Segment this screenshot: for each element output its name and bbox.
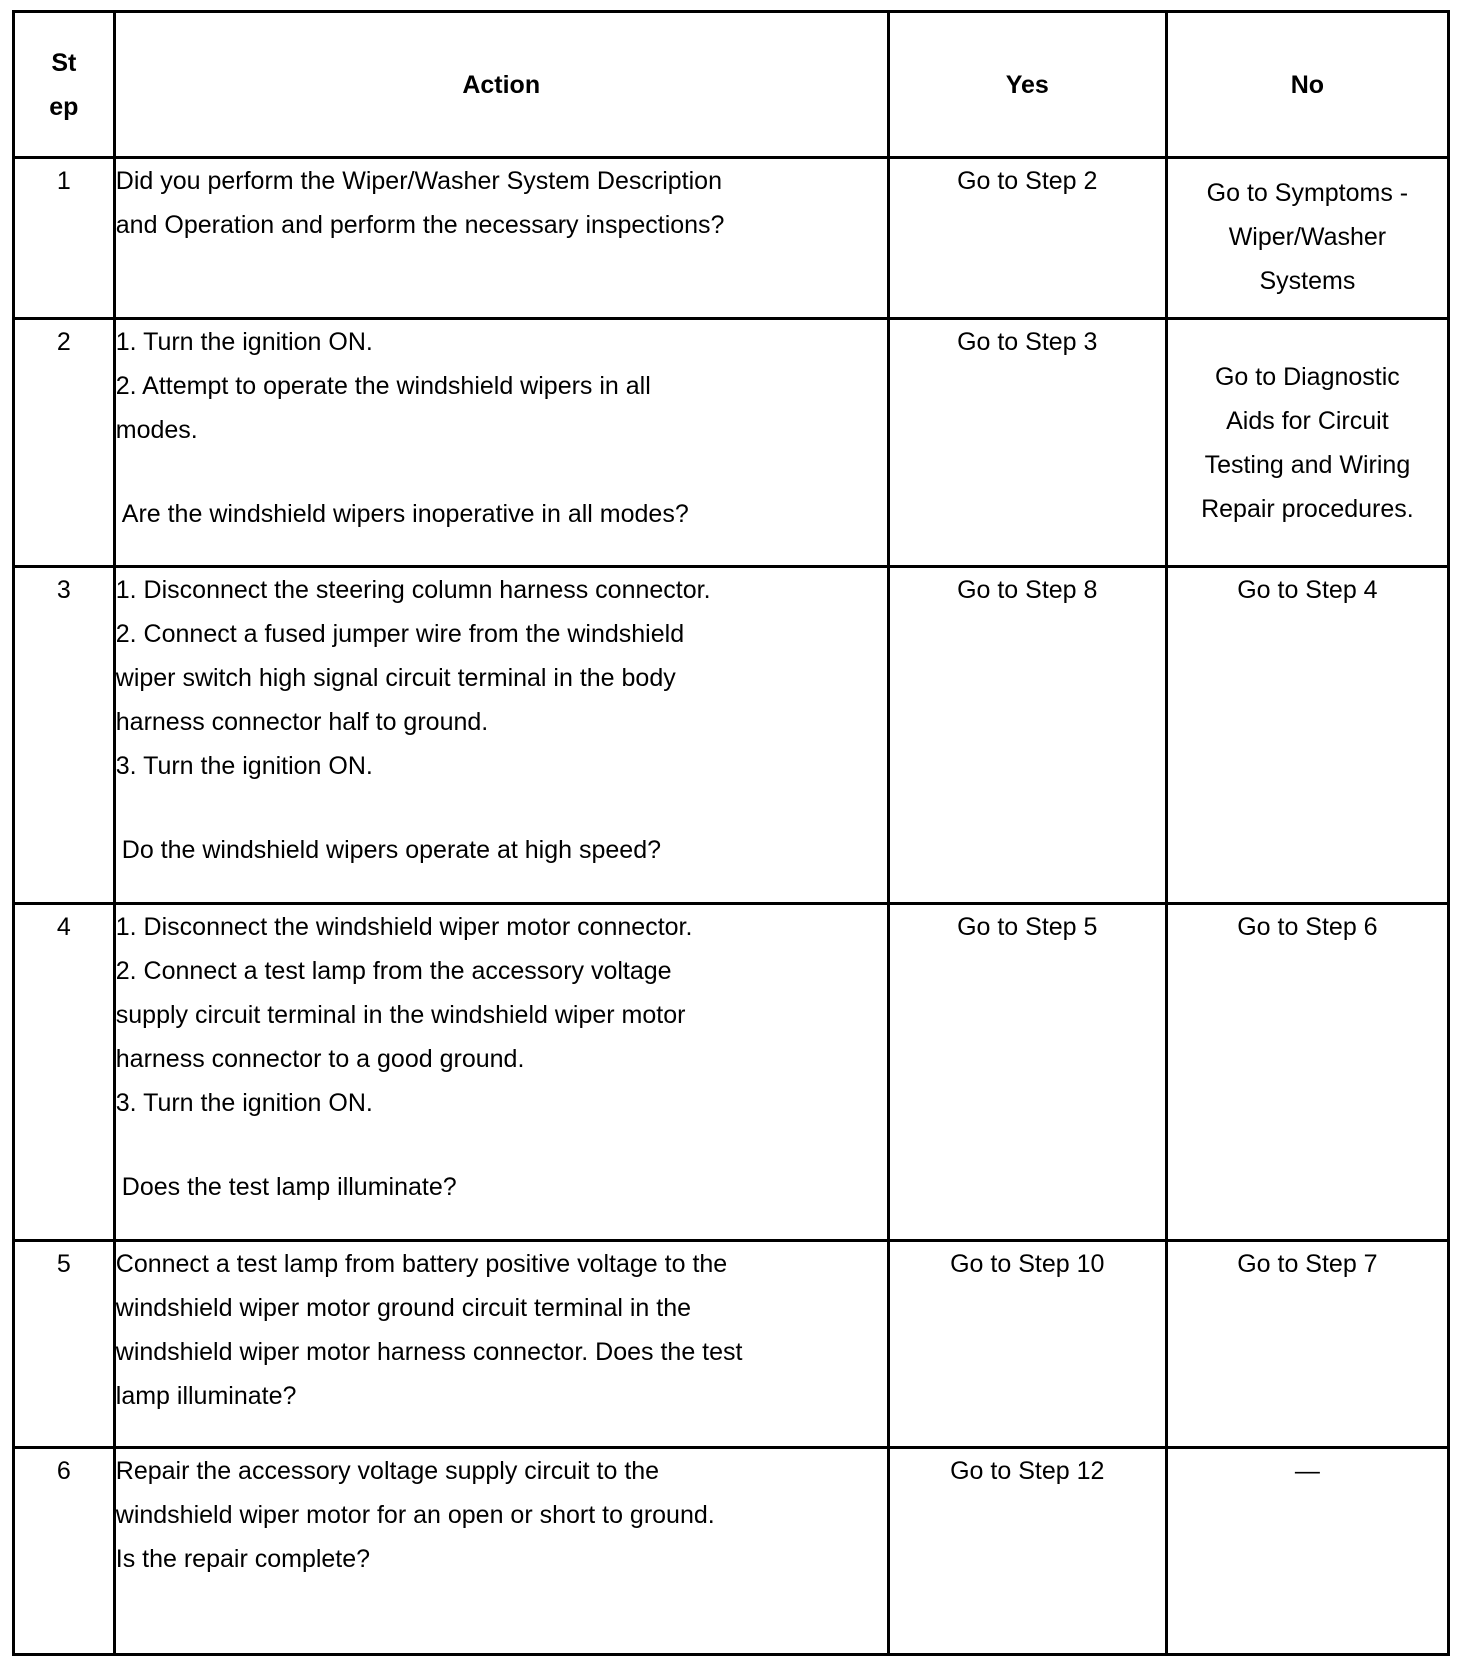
table-row [14,567,1449,904]
header-row [14,12,1449,158]
table-row [14,158,1449,319]
yes-cell: Go to Step 2 [888,158,1166,319]
action-cell [114,1241,888,1448]
spacer [116,788,887,828]
action-line: wiper switch high signal circuit terminal in the body [115,664,676,692]
diagnostic-table [12,10,1450,1656]
no-cell: Go to Step 6 [1166,904,1448,1241]
yes-cell: Go to Step 8 [888,567,1166,904]
header-step-line1: St [51,48,77,77]
header-no: No [1166,12,1448,158]
step-number: 3 [14,567,115,904]
no-cell: Go to Step 4 [1166,567,1448,904]
spacer [116,1125,887,1165]
action-line: windshield wiper motor harness connector. Does the test [115,1338,743,1366]
action-line: 2. Attempt to operate the windshield wipers in all [115,372,651,400]
action-line: and Operation and perform the necessary inspections? [115,211,725,239]
table-row [14,1448,1449,1655]
no-cell: Go to Step 7 [1166,1241,1448,1448]
no-line: Go to Symptoms - [1206,179,1409,207]
header-step [14,12,115,158]
action-line: windshield wiper motor ground circuit terminal in the [115,1294,692,1322]
action-line: modes. [115,416,198,444]
action-cell [114,319,888,567]
action-line: supply circuit terminal in the windshield wiper motor [115,1001,686,1029]
action-line: harness connector to a good ground. [115,1045,525,1073]
header-step-line2: ep [49,92,79,121]
action-line: Repair the accessory voltage supply circuit to the [115,1457,660,1485]
step-number: 4 [14,904,115,1241]
yes-cell: Go to Step 10 [888,1241,1166,1448]
table-row [14,904,1449,1241]
action-cell [114,158,888,319]
action-line: Is the repair complete? [115,1545,371,1573]
no-cell [1166,158,1448,319]
action-line: windshield wiper motor for an open or short to ground. [115,1501,715,1529]
action-line: lamp illuminate? [115,1382,297,1410]
action-line: 1. Turn the ignition ON. [115,328,373,356]
action-cell [114,904,888,1241]
yes-cell: Go to Step 5 [888,904,1166,1241]
step-number: 5 [14,1241,115,1448]
action-line: Connect a test lamp from battery positive voltage to the [115,1250,728,1278]
no-line: Wiper/Washer [1228,223,1387,251]
step-number: 2 [14,319,115,567]
action-line: 2. Connect a test lamp from the accessory voltage [115,957,672,985]
action-line: 3. Turn the ignition ON. [115,752,373,780]
action-line: Did you perform the Wiper/Washer System Description [115,167,722,195]
action-question: Do the windshield wipers operate at high speed? [121,836,661,864]
yes-cell: Go to Step 3 [888,319,1166,567]
step-number: 1 [14,158,115,319]
spacer [116,452,887,492]
header-yes: Yes [888,12,1166,158]
action-question: Are the windshield wipers inoperative in all modes? [121,500,689,528]
action-line: 1. Disconnect the steering column harness connector. [115,576,711,604]
action-line: harness connector half to ground. [115,708,489,736]
action-question: Does the test lamp illuminate? [121,1173,457,1201]
table-row [14,319,1449,567]
no-line: Go to Diagnostic [1214,362,1400,391]
step-number: 6 [14,1448,115,1655]
no-cell: — [1166,1448,1448,1655]
action-line: 1. Disconnect the windshield wiper motor connector. [115,913,693,941]
action-cell [114,1448,888,1655]
no-line: Systems [1259,267,1356,295]
no-line: Repair procedures. [1201,494,1414,523]
no-cell [1166,319,1448,567]
yes-cell: Go to Step 12 [888,1448,1166,1655]
no-line: Aids for Circuit [1226,406,1389,435]
table-row [14,1241,1449,1448]
action-cell [114,567,888,904]
action-line: 3. Turn the ignition ON. [115,1089,373,1117]
no-line: Testing and Wiring [1204,450,1411,479]
header-action: Action [114,12,888,158]
action-line: 2. Connect a fused jumper wire from the windshield [115,620,685,648]
